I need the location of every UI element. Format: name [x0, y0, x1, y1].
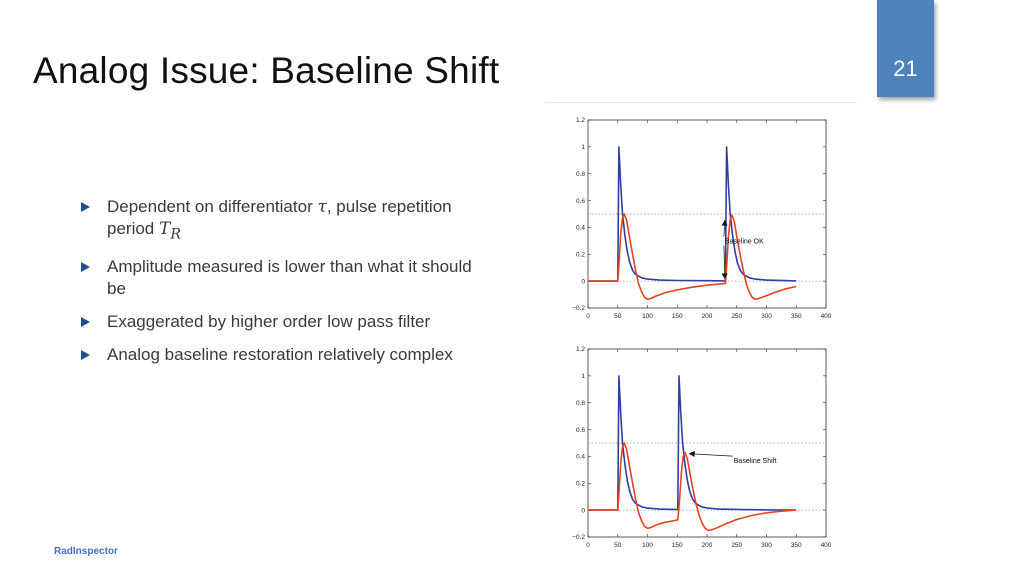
y-tick-label: 0.4 [575, 224, 585, 232]
x-tick-label: 300 [761, 313, 772, 320]
y-tick-label: 0.6 [575, 197, 585, 205]
tau-symbol: τ [317, 197, 327, 217]
y-tick-label: 1.2 [575, 346, 585, 354]
y-tick-label: 0.2 [575, 251, 585, 259]
y-tick-label: 1 [581, 144, 585, 152]
y-tick-label: 0.8 [575, 170, 585, 178]
y-tick-label: 0 [581, 278, 585, 286]
x-tick-label: 150 [671, 313, 683, 320]
x-tick-label: 250 [731, 313, 743, 320]
annotation-label: Baseline OK [724, 238, 764, 246]
x-tick-label: 50 [614, 542, 622, 549]
x-tick-label: 350 [790, 542, 802, 549]
y-tick-label: 0.6 [575, 426, 585, 434]
y-tick-label: −0.2 [572, 534, 585, 542]
annotation-label: Baseline Shift [733, 458, 777, 466]
bullet-item [80, 196, 480, 245]
baseline-shift-chart [555, 341, 835, 558]
y-tick-label: 0.8 [575, 399, 585, 407]
x-tick-label: 0 [586, 542, 590, 549]
triangle-right-icon [81, 202, 90, 212]
baseline-ok-chart-svg [555, 112, 835, 324]
baseline-shift-chart-svg [555, 341, 835, 553]
x-tick-label: 100 [642, 313, 653, 320]
bullet-text: Dependent on differentiator [107, 197, 318, 216]
bullet-item [80, 311, 480, 333]
y-tick-label: 0 [581, 507, 585, 515]
x-tick-label: 350 [790, 313, 802, 320]
triangle-right-icon [81, 350, 90, 360]
y-tick-label: 0.2 [575, 480, 585, 488]
x-tick-label: 400 [820, 313, 832, 320]
x-tick-label: 250 [731, 542, 743, 549]
x-tick-label: 0 [586, 313, 590, 320]
page-number-tab [877, 0, 934, 97]
page-number: 21 [893, 56, 918, 81]
title-divider [545, 102, 857, 103]
bullet-text: Exaggerated by higher order low pass filter [107, 312, 431, 332]
bullet-item [80, 344, 480, 366]
triangle-right-icon [81, 317, 90, 327]
x-tick-label: 300 [761, 542, 772, 549]
x-tick-label: 50 [614, 313, 622, 320]
bullet-list [80, 196, 480, 377]
footer-brand: RadInspector [54, 546, 118, 557]
bullet-text-continued: , pulse repetition period [107, 197, 452, 238]
slide-title: Analog Issue: Baseline Shift [33, 50, 500, 91]
x-tick-label: 200 [701, 542, 713, 549]
x-tick-label: 400 [820, 542, 832, 549]
period-symbol: T [158, 219, 171, 239]
bullet-item [80, 256, 480, 300]
y-tick-label: 1 [581, 373, 585, 381]
bullet-text: Amplitude measured is lower than what it should be [107, 257, 472, 299]
bullet-text: Analog baseline restoration relatively complex [107, 345, 453, 365]
y-tick-label: 1.2 [575, 117, 585, 125]
triangle-right-icon [81, 262, 90, 272]
x-tick-label: 150 [671, 542, 683, 549]
y-tick-label: 0.4 [575, 453, 585, 461]
x-tick-label: 100 [642, 542, 653, 549]
period-subscript: R [170, 226, 181, 243]
x-tick-label: 200 [701, 313, 713, 320]
y-tick-label: −0.2 [572, 305, 585, 313]
baseline-ok-chart [555, 112, 835, 329]
